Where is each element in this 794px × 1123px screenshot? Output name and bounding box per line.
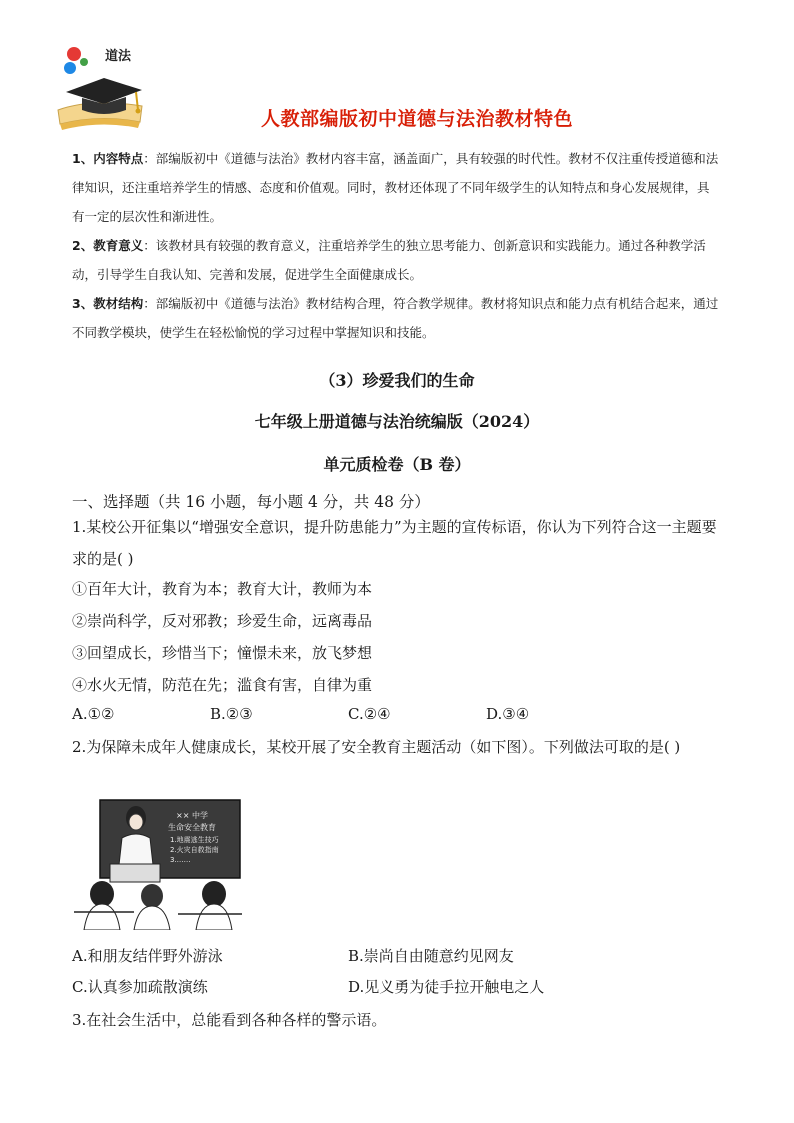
question-2-stem: 2.为保障未成年人健康成长，某校开展了安全教育主题活动（如下图）。下列做法可取的是( ) bbox=[72, 738, 681, 756]
q1-option-b[interactable]: B.②③ bbox=[210, 705, 253, 723]
question-1-stem: 1.某校公开征集以“增强安全意识，提升防患能力”为主题的宣传标语，你认为下列符合这一主题要求的是( ) bbox=[72, 518, 717, 568]
q1-option-c[interactable]: C.②④ bbox=[348, 705, 391, 723]
feature-text: ：部编版初中《道德与法治》教材结构合理，符合教学规律。教材将知识点和能力点有机结合起来，通过不同教学模块，使学生在轻松愉悦的学习过程中掌握知识和技能。 bbox=[72, 296, 719, 340]
feature-text: ：部编版初中《道德与法治》教材内容丰富，涵盖面广，具有较强的时代性。教材不仅注重传授道德和法律知识，还注重培养学生的情感、态度和价值观。同时，教材还体现了不同年级学生的认知特点和身心发展规律，具有一定的层次性和渐进性。 bbox=[72, 151, 719, 224]
feature-key: 3、教材结构 bbox=[72, 296, 144, 311]
q1-option-d[interactable]: D.③④ bbox=[486, 705, 530, 723]
features bbox=[72, 144, 720, 347]
classroom-illustration bbox=[74, 794, 242, 930]
q2-option-c[interactable]: C.认真参加疏散演练 bbox=[72, 978, 208, 996]
exam-title: 单元质检卷（B 卷） bbox=[323, 455, 471, 474]
board-line-1: ×× 中学 bbox=[176, 811, 208, 820]
feature-1 bbox=[72, 144, 720, 231]
board-line-2: 生命安全教育 bbox=[168, 823, 216, 832]
feature-key: 2、教育意义 bbox=[72, 238, 144, 253]
q2-option-a[interactable]: A.和朋友结伴野外游泳 bbox=[72, 947, 223, 965]
feature-text: ：该教材具有较强的教育意义，注重培养学生的独立思考能力、创新意识和实践能力。通过各种教学活动，引导学生自我认知、完善和发展，促进学生全面健康成长。 bbox=[72, 238, 706, 282]
paper-subtitle: 七年级上册道德与法治统编版（2024） bbox=[254, 412, 540, 431]
banner-title: 人教部编版初中道德与法治教材特色 bbox=[260, 108, 573, 130]
q1-option-a[interactable]: A.①② bbox=[72, 705, 115, 723]
question-3-stem: 3.在社会生活中，总能看到各种各样的警示语。 bbox=[72, 1011, 387, 1029]
lesson-title: （3）珍爱我们的生命 bbox=[319, 371, 475, 390]
section-heading: 一、选择题（共 16 小题，每小题 4 分，共 48 分） bbox=[72, 493, 430, 511]
q1-item-2: ②崇尚科学，反对邪教；珍爱生命，远离毒品 bbox=[72, 612, 373, 630]
q1-item-4: ④水火无情，防范在先；滥食有害，自律为重 bbox=[72, 676, 373, 694]
feature-3 bbox=[72, 289, 720, 347]
board-line-5: 3.…… bbox=[170, 856, 191, 864]
q2-option-d[interactable]: D.见义勇为徒手拉开触电之人 bbox=[348, 978, 545, 996]
feature-2 bbox=[72, 231, 720, 289]
q1-item-1: ①百年大计，教育为本；教育大计，教师为本 bbox=[72, 580, 373, 598]
board-line-4: 2.火灾自救指南 bbox=[170, 846, 219, 854]
board-line-3: 1.地震逃生技巧 bbox=[170, 836, 219, 844]
q1-item-3: ③回望成长，珍惜当下；憧憬未来，放飞梦想 bbox=[72, 644, 373, 662]
feature-key: 1、内容特点 bbox=[72, 151, 144, 166]
logo-tag: 道法 bbox=[105, 49, 132, 64]
q2-option-b[interactable]: B.崇尚自由随意约见网友 bbox=[348, 947, 514, 965]
